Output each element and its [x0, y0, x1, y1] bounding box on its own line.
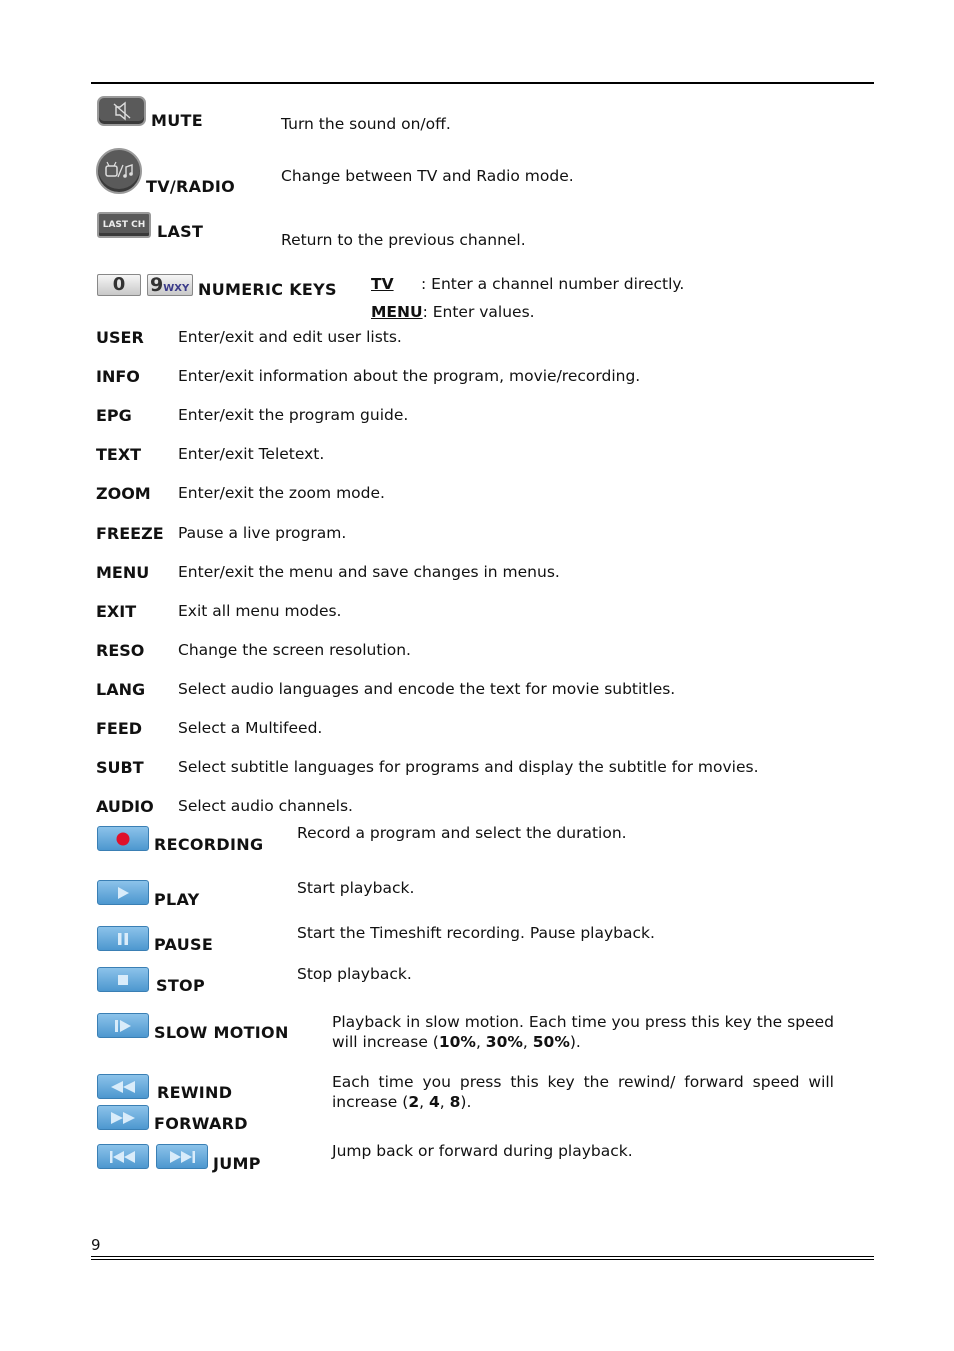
key-label-feed: FEED — [96, 719, 143, 738]
rewind-label: REWIND — [157, 1083, 233, 1102]
key-desc-freeze: Pause a live program. — [178, 524, 347, 542]
play-desc: Start playback. — [297, 879, 415, 897]
key-label-reso: RESO — [96, 641, 145, 660]
ff-desc-text: Each time you press this key the rewind/ forward speed will increase ( — [332, 1073, 834, 1111]
tv-term: TV — [371, 275, 394, 293]
rewind-forward-desc — [332, 1072, 834, 1112]
stop-icon — [117, 974, 129, 986]
slow-desc-end: ). — [569, 1033, 581, 1051]
key-desc-menu: Enter/exit the menu and save changes in menus. — [178, 563, 560, 581]
ff-speed-3: 8 — [449, 1093, 461, 1111]
pause-icon — [116, 932, 130, 946]
key-desc-zoom: Enter/exit the zoom mode. — [178, 484, 385, 502]
key-9-digit: 9 — [150, 274, 164, 296]
slow-desc-text: Playback in slow motion. Each time you press this key the speed will increase ( — [332, 1013, 834, 1051]
ff-speed-1: 2 — [408, 1093, 420, 1111]
forward-button-image — [97, 1105, 149, 1130]
key-desc-exit: Exit all menu modes. — [178, 602, 342, 620]
ff-sep-2: , — [439, 1093, 450, 1111]
menu-term-desc: : Enter values. — [422, 303, 535, 321]
slow-sep-1: , — [475, 1033, 486, 1051]
numeric-keys-label: NUMERIC KEYS — [198, 280, 337, 299]
key-desc-epg: Enter/exit the program guide. — [178, 406, 409, 424]
key-0-text: 0 — [112, 274, 126, 295]
key-label-freeze: FREEZE — [96, 524, 164, 543]
key-desc-reso: Change the screen resolution. — [178, 641, 411, 659]
skip-back-icon — [110, 1151, 136, 1163]
last-ch-button-image — [97, 212, 151, 238]
stop-button-image — [97, 967, 149, 992]
key-label-info: INFO — [96, 367, 140, 386]
play-label: PLAY — [154, 890, 200, 909]
skip-forward-icon — [169, 1151, 195, 1163]
slow-speed-3: 50% — [532, 1033, 570, 1051]
mute-button-image — [97, 96, 146, 126]
mute-label: MUTE — [151, 111, 203, 130]
key-label-epg: EPG — [96, 406, 132, 425]
forward-label: FORWARD — [154, 1114, 248, 1133]
stop-label: STOP — [156, 976, 205, 995]
play-button-image — [97, 880, 149, 905]
slow-speed-2: 30% — [485, 1033, 523, 1051]
tv-term-desc: : Enter a channel number directly. — [421, 275, 685, 293]
jump-desc: Jump back or forward during playback. — [332, 1142, 633, 1160]
footer-rule-1 — [91, 1256, 874, 1257]
recording-desc: Record a program and select the duration. — [297, 824, 627, 842]
pause-button-image — [97, 926, 149, 951]
menu-term: MENU — [371, 303, 423, 321]
key-9-letters: WXY — [163, 283, 190, 294]
stop-desc: Stop playback. — [297, 965, 412, 983]
key-desc-info: Enter/exit information about the program, movie/recording. — [178, 367, 641, 385]
numeric-keys-desc — [371, 270, 684, 326]
record-icon — [116, 832, 130, 846]
slow-motion-label: SLOW MOTION — [154, 1023, 289, 1042]
page-number: 9 — [91, 1236, 101, 1254]
recording-label: RECORDING — [154, 835, 264, 854]
fast-forward-icon — [111, 1112, 135, 1124]
key-label-exit: EXIT — [96, 602, 137, 621]
mute-desc: Turn the sound on/off. — [281, 115, 451, 133]
slow-sep-2: , — [522, 1033, 533, 1051]
key-label-audio: AUDIO — [96, 797, 154, 816]
top-rule — [91, 82, 874, 84]
key-0-image — [97, 274, 141, 296]
jump-back-button-image — [97, 1144, 149, 1169]
key-label-lang: LANG — [96, 680, 146, 699]
rewind-icon — [111, 1081, 135, 1093]
play-icon — [116, 886, 130, 900]
mute-icon — [99, 98, 144, 124]
key-9-image — [147, 274, 193, 296]
key-desc-lang: Select audio languages and encode the text for movie subtitles. — [178, 680, 676, 698]
key-label-user: USER — [96, 328, 144, 347]
record-button-image — [97, 826, 149, 851]
tv-radio-icon — [98, 150, 140, 192]
slow-motion-icon — [114, 1019, 132, 1033]
last-ch-button-text: LAST CH — [102, 220, 146, 230]
rewind-button-image — [97, 1074, 149, 1099]
ff-sep-1: , — [419, 1093, 429, 1111]
pause-label: PAUSE — [154, 935, 214, 954]
tv-radio-desc: Change between TV and Radio mode. — [281, 167, 574, 185]
last-desc: Return to the previous channel. — [281, 231, 526, 249]
slow-motion-button-image — [97, 1013, 149, 1038]
footer-rule-2 — [91, 1259, 874, 1260]
pause-desc: Start the Timeshift recording. Pause playback. — [297, 924, 655, 942]
key-desc-subt: Select subtitle languages for programs and display the subtitle for movies. — [178, 758, 759, 776]
key-desc-user: Enter/exit and edit user lists. — [178, 328, 402, 346]
ff-speed-2: 4 — [428, 1093, 440, 1111]
last-label: LAST — [157, 222, 204, 241]
key-label-menu: MENU — [96, 563, 150, 582]
tv-radio-button-image — [96, 148, 142, 194]
key-label-zoom: ZOOM — [96, 484, 151, 503]
slow-motion-desc — [332, 1012, 834, 1052]
key-desc-text: Enter/exit Teletext. — [178, 445, 325, 463]
key-label-text: TEXT — [96, 445, 142, 464]
tv-radio-label: TV/RADIO — [146, 177, 236, 196]
jump-label: JUMP — [213, 1154, 261, 1173]
key-desc-feed: Select a Multifeed. — [178, 719, 323, 737]
key-label-subt: SUBT — [96, 758, 144, 777]
jump-forward-button-image — [156, 1144, 208, 1169]
key-desc-audio: Select audio channels. — [178, 797, 353, 815]
slow-speed-1: 10% — [438, 1033, 476, 1051]
ff-desc-end: ). — [460, 1093, 472, 1111]
